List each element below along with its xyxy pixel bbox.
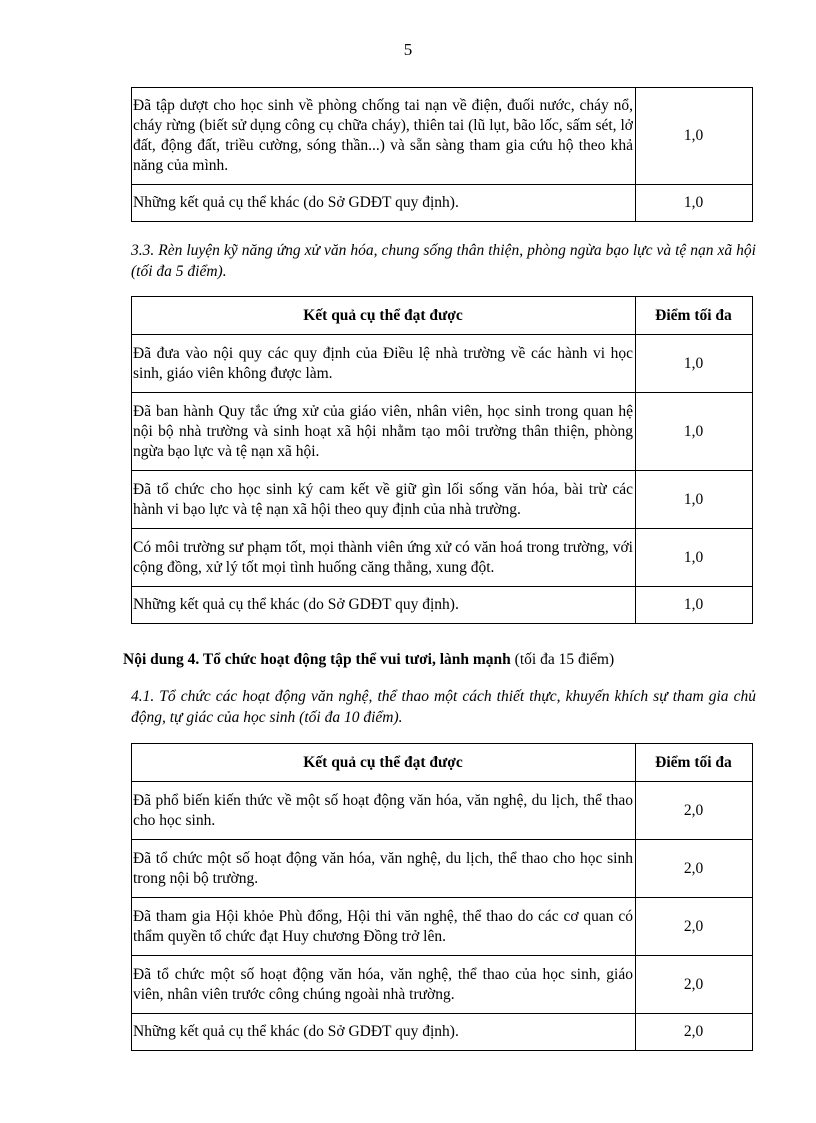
column-header-score: Điểm tối đa bbox=[636, 744, 753, 782]
max-score: 1,0 bbox=[636, 185, 753, 222]
max-score: 2,0 bbox=[636, 898, 753, 956]
criterion-text: Những kết quả cụ thể khác (do Sở GDĐT quy định). bbox=[132, 1014, 636, 1051]
criterion-text: Đã tổ chức cho học sinh ký cam kết về giữ gìn lối sống văn hóa, bài trừ các hành vi bạo lực và tệ nạn xã hội theo quy định của nhà trường. bbox=[132, 471, 636, 529]
section-3-3-heading: 3.3. Rèn luyện kỹ năng ứng xử văn hóa, chung sống thân thiện, phòng ngừa bạo lực và tệ nạn xã hội (tối đa 5 điểm). bbox=[131, 242, 756, 280]
criterion-text: Đã phổ biến kiến thức về một số hoạt động văn hóa, văn nghệ, du lịch, thể thao cho học sinh. bbox=[132, 782, 636, 840]
max-score: 1,0 bbox=[636, 393, 753, 471]
criterion-text: Đã đưa vào nội quy các quy định của Điều lệ nhà trường về các hành vi học sinh, giáo viên không được làm. bbox=[132, 335, 636, 393]
section-4-max-points: (tối đa 15 điểm) bbox=[514, 651, 615, 668]
criterion-text: Có môi trường sư phạm tốt, mọi thành viên ứng xử có văn hoá trong trường, với cộng đồng, xử lý tốt mọi tình huống căng thẳng, xung đột. bbox=[132, 529, 636, 587]
section-4-title: Nội dung 4. Tổ chức hoạt động tập thể vui tươi, lành mạnh bbox=[123, 651, 511, 668]
max-score: 2,0 bbox=[636, 956, 753, 1014]
criterion-text: Đã ban hành Quy tắc ứng xử của giáo viên, nhân viên, học sinh trong quan hệ nội bộ nhà trường và sinh hoạt xã hội nhằm tạo môi trường thân thiện, phòng ngừa bạo lực và tệ nạn xã hội. bbox=[132, 393, 636, 471]
criterion-text: Đã tham gia Hội khỏe Phù đổng, Hội thi văn nghệ, thể thao do các cơ quan có thẩm quyền tổ chức đạt Huy chương Đồng trở lên. bbox=[132, 898, 636, 956]
table-row bbox=[132, 1014, 753, 1051]
table-row bbox=[132, 956, 753, 1014]
table-row bbox=[132, 782, 753, 840]
table-section-4-1 bbox=[131, 743, 753, 1051]
criterion-text: Đã tổ chức một số hoạt động văn hóa, văn nghệ, du lịch, thể thao cho học sinh trong nội bộ trường. bbox=[132, 840, 636, 898]
max-score: 1,0 bbox=[636, 529, 753, 587]
table-header-row bbox=[132, 744, 753, 782]
table-row bbox=[132, 471, 753, 529]
criterion-text: Đã tổ chức một số hoạt động văn hóa, văn nghệ, thể thao của học sinh, giáo viên, nhân viên trước công chúng ngoài nhà trường. bbox=[132, 956, 636, 1014]
table-continued bbox=[131, 87, 753, 222]
criterion-text: Những kết quả cụ thể khác (do Sở GDĐT quy định). bbox=[132, 185, 636, 222]
table-row bbox=[132, 587, 753, 624]
max-score: 1,0 bbox=[636, 335, 753, 393]
max-score: 2,0 bbox=[636, 840, 753, 898]
table-row bbox=[132, 840, 753, 898]
table-row bbox=[132, 898, 753, 956]
column-header-content: Kết quả cụ thể đạt được bbox=[132, 297, 636, 335]
table-header-row bbox=[132, 297, 753, 335]
table-row bbox=[132, 335, 753, 393]
table-row bbox=[132, 393, 753, 471]
section-4-1-heading: 4.1. Tổ chức các hoạt động văn nghệ, thể thao một cách thiết thực, khuyến khích sự tham gia chủ động, tự giác của học sinh (tối đa 10 điểm). bbox=[131, 688, 756, 726]
table-row bbox=[132, 185, 753, 222]
max-score: 2,0 bbox=[636, 782, 753, 840]
max-score: 1,0 bbox=[636, 471, 753, 529]
table-row bbox=[132, 88, 753, 185]
page-number: 5 bbox=[403, 40, 413, 59]
criterion-text: Đã tập dượt cho học sinh về phòng chống tai nạn về điện, đuối nước, cháy nổ, cháy rừng (biết sử dụng công cụ chữa cháy), thiên tai (lũ lụt, bão lốc, sấm sét, lở đất, động đất, triều cường, sóng thần...) và sẵn sàng tham gia cứu hộ theo khả năng của mình. bbox=[132, 88, 636, 185]
column-header-score: Điểm tối đa bbox=[636, 297, 753, 335]
table-row bbox=[132, 529, 753, 587]
section-4-heading bbox=[123, 649, 763, 670]
max-score: 1,0 bbox=[636, 587, 753, 624]
max-score: 1,0 bbox=[636, 88, 753, 185]
table-section-3-3 bbox=[131, 296, 753, 624]
max-score: 2,0 bbox=[636, 1014, 753, 1051]
column-header-content: Kết quả cụ thể đạt được bbox=[132, 744, 636, 782]
criterion-text: Những kết quả cụ thể khác (do Sở GDĐT quy định). bbox=[132, 587, 636, 624]
